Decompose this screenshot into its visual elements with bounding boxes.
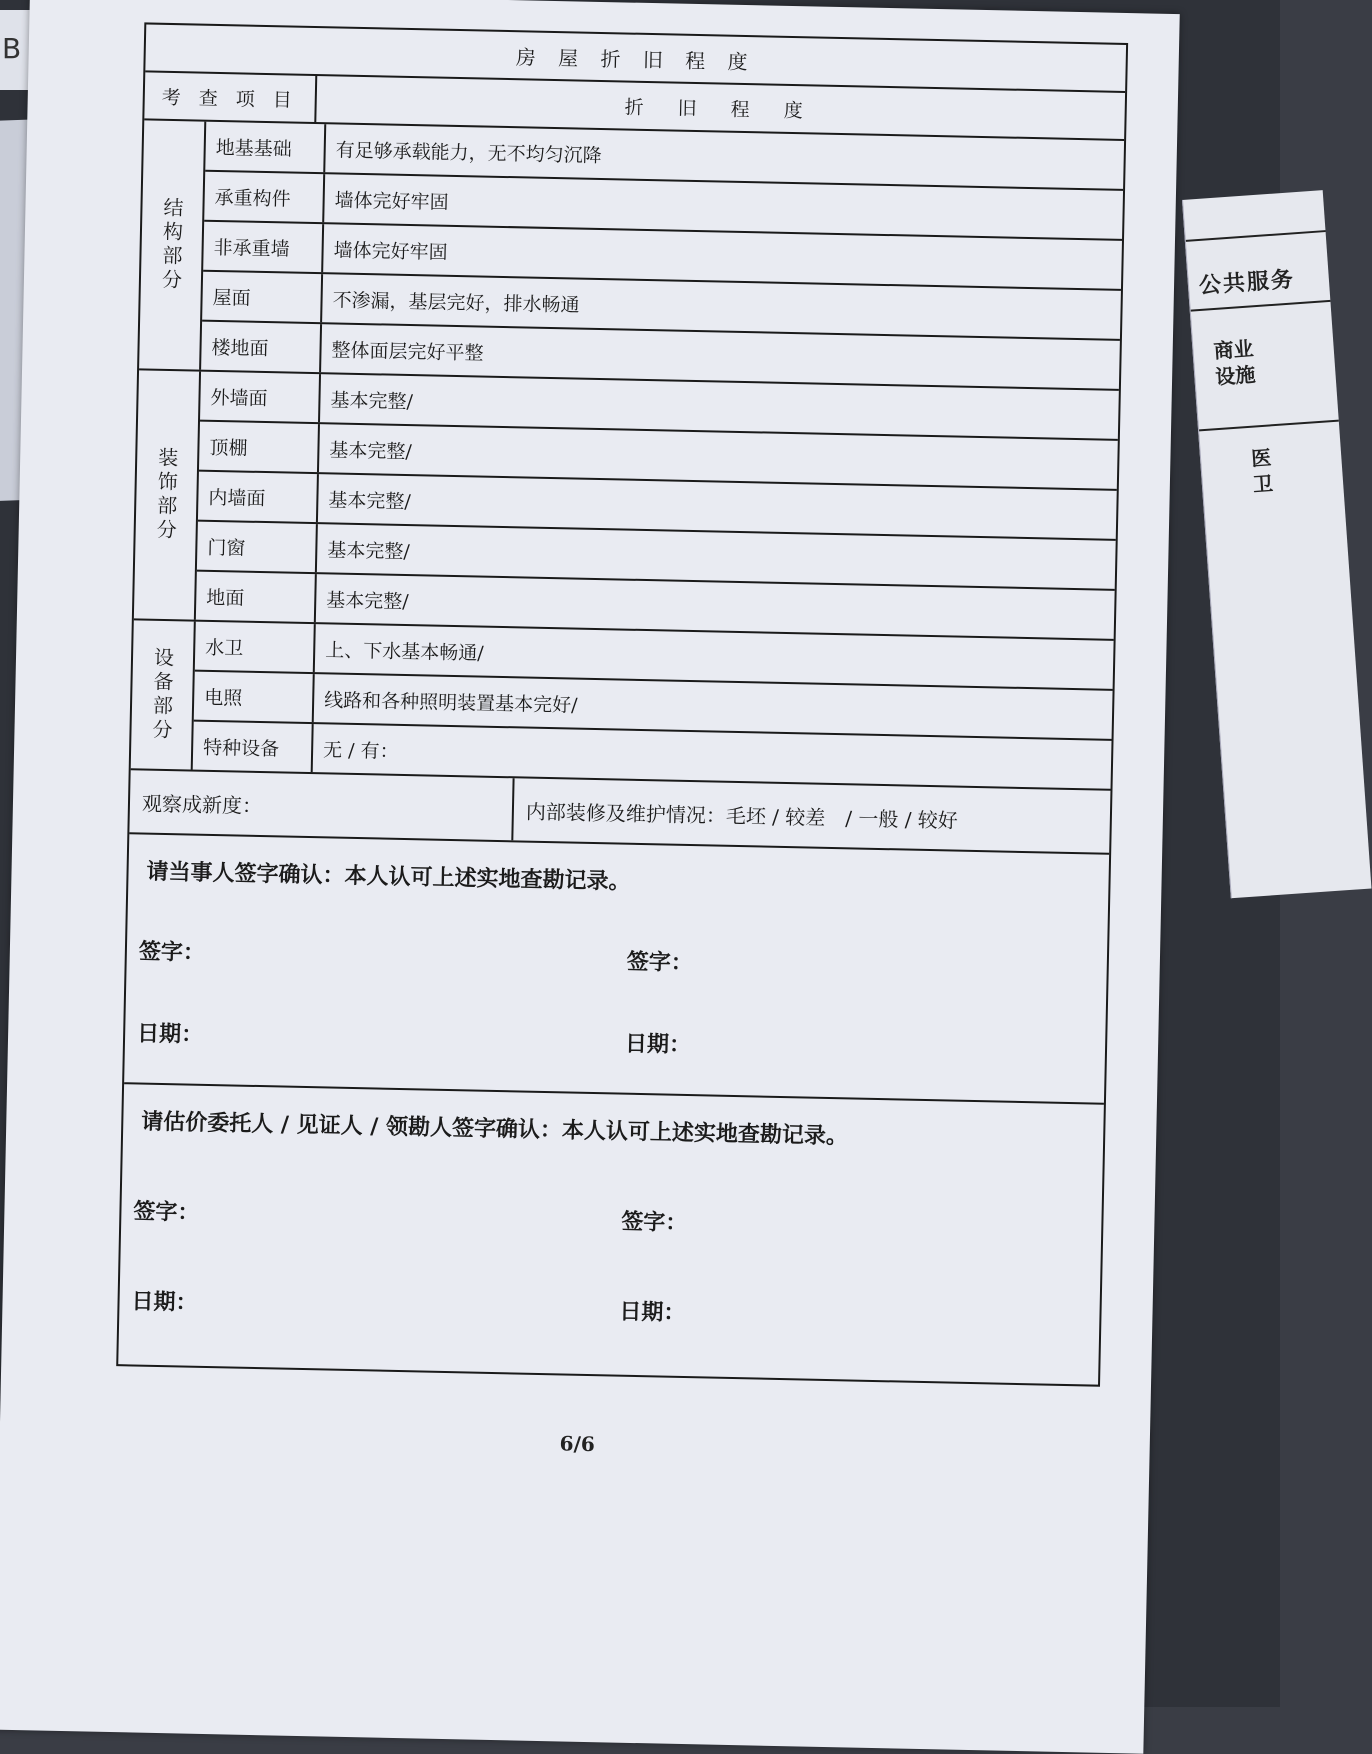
item-name: 顶棚 — [199, 422, 320, 473]
item-desc: 基本完整/ — [328, 488, 412, 513]
party-date-right: 日期： — [624, 1030, 692, 1059]
party-sign-left: 签字： — [138, 938, 206, 966]
item-desc: 整体面层完好平整 — [331, 338, 484, 365]
group-equipment — [131, 620, 1114, 790]
inspection-form — [116, 22, 1128, 1386]
item-name: 承重构件 — [204, 172, 325, 223]
header-degree-column: 折 旧 程 度 — [624, 95, 817, 122]
item-name: 外墙面 — [200, 372, 321, 423]
group-label: 设备部分 — [131, 620, 196, 769]
client-statement: 请估价委托人 / 见证人 / 领勘人签字确认：本人认可上述实地查勘记录。 — [141, 1108, 849, 1150]
side-doc-title: 公共服务 — [1198, 267, 1296, 299]
item-desc: 基本完整/ — [327, 538, 410, 563]
group-structure — [139, 120, 1124, 390]
newness-field: 观察成新度： — [129, 770, 514, 840]
item-name: 地面 — [196, 572, 317, 623]
item-name: 屋面 — [202, 272, 323, 323]
party-statement: 请当事人签字确认：本人认可上述实地查勘记录。 — [146, 858, 631, 895]
item-name: 特种设备 — [193, 722, 314, 773]
client-sign-block — [118, 1084, 1104, 1384]
header-item-column: 考 查 项 目 — [144, 72, 317, 122]
item-desc: 墙体完好牢固 — [334, 188, 449, 214]
party-sign-right: 签字： — [626, 948, 694, 977]
party-date-left: 日期： — [136, 1020, 204, 1048]
group-decoration — [134, 370, 1119, 640]
client-date-left: 日期： — [131, 1288, 198, 1316]
side-doc-cell: 商业设施 — [1212, 336, 1257, 390]
item-desc: 无 / 有： — [322, 738, 399, 763]
side-doc-rule — [1199, 420, 1339, 432]
item-name: 内墙面 — [198, 472, 319, 523]
item-desc: 不渗漏，基层完好，排水畅通 — [332, 288, 580, 317]
client-sign-right: 签字： — [621, 1208, 688, 1237]
keyboard-key-letter: B — [2, 32, 22, 65]
item-name: 楼地面 — [201, 322, 322, 373]
item-desc: 基本完整/ — [326, 588, 409, 613]
item-desc: 基本完整/ — [330, 388, 414, 413]
form-title: 房 屋 折 旧 程 度 — [145, 24, 1126, 93]
item-name: 水卫 — [195, 622, 316, 673]
item-desc: 基本完整/ — [329, 438, 413, 463]
item-desc: 墙体完好牢固 — [333, 238, 448, 264]
side-doc-rule — [1191, 300, 1331, 312]
item-name: 门窗 — [197, 522, 318, 573]
item-desc: 线路和各种照明装置基本完好/ — [323, 688, 578, 717]
item-desc: 上、下水基本畅通/ — [325, 638, 484, 665]
item-name: 非承重墙 — [203, 222, 324, 273]
party-sign-block — [124, 834, 1109, 1104]
group-label: 结构部分 — [139, 120, 206, 369]
maintenance-field: 内部装修及维护情况：毛坯 / 较差 / 一般 / 较好 — [525, 799, 959, 833]
item-desc: 有足够承载能力，无不均匀沉降 — [335, 138, 602, 167]
side-doc-cell: 医卫 — [1250, 445, 1274, 497]
item-name: 地基基础 — [205, 122, 326, 173]
item-name: 电照 — [194, 672, 315, 723]
side-doc-rule — [1186, 230, 1326, 242]
group-label: 装饰部分 — [134, 370, 201, 619]
page-number: 6/6 — [559, 1431, 596, 1457]
client-date-right: 日期： — [619, 1298, 686, 1327]
client-sign-left: 签字： — [133, 1198, 200, 1226]
